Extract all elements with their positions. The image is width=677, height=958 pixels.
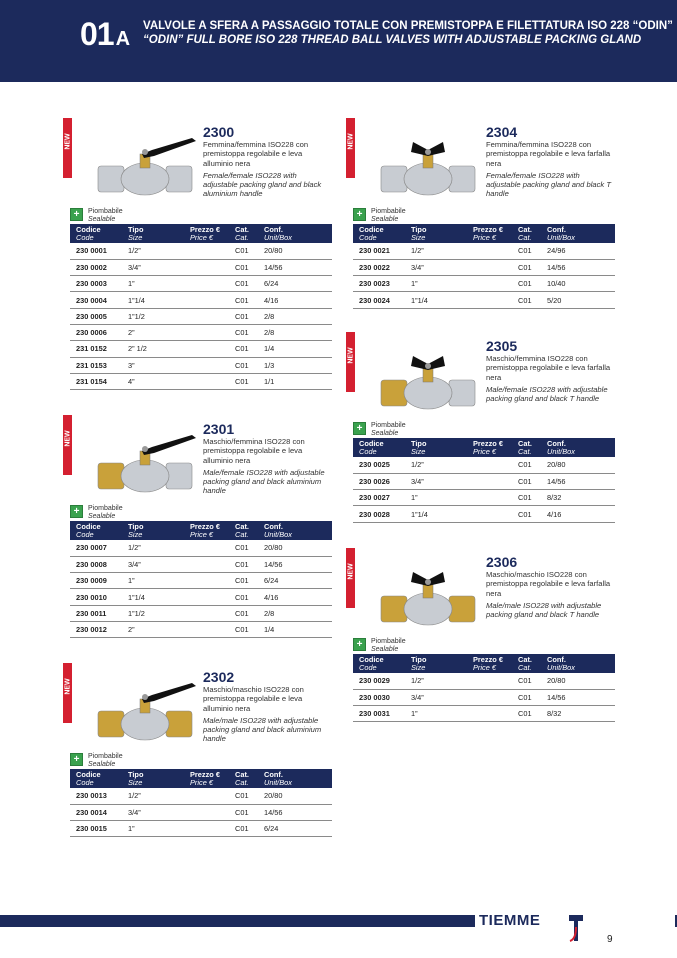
cat-cell: C01	[229, 308, 258, 324]
header-price: Prezzo € Price €	[473, 655, 503, 672]
header-price: Prezzo € Price €	[190, 770, 220, 787]
seal-icon: +	[70, 505, 83, 518]
sealable-note: + Piombabile Sealable	[70, 753, 123, 769]
price-cell	[467, 506, 512, 522]
price-cell	[184, 373, 229, 389]
seal-icon: +	[353, 638, 366, 651]
page-header	[0, 0, 677, 82]
conf-cell: 6/24	[258, 276, 332, 292]
price-cell	[467, 276, 512, 292]
new-tag: NEW	[63, 415, 72, 475]
cat-cell: C01	[512, 673, 541, 689]
header-size: Tipo Size	[128, 225, 144, 242]
header-size: Tipo Size	[411, 439, 427, 456]
code-cell: 230 0008	[70, 556, 122, 572]
description-english: Male/male ISO228 with adjustable packing gland and black T handle	[486, 600, 602, 620]
cat-cell: C01	[512, 243, 541, 259]
conf-cell: 8/32	[541, 490, 615, 506]
size-cell: 1”	[122, 573, 184, 589]
seal-icon: +	[70, 753, 83, 766]
conf-cell: 14/56	[541, 473, 615, 489]
cat-cell: C01	[512, 259, 541, 275]
code-cell: 230 0021	[353, 243, 405, 259]
cat-cell: C01	[512, 457, 541, 473]
price-cell	[184, 821, 229, 837]
header-code: Codice Code	[76, 522, 101, 539]
ball-valve-image	[375, 346, 485, 416]
description-english: Male/female ISO228 with adjustable packing gland and black aluminium handle	[203, 467, 325, 496]
price-cell	[184, 308, 229, 324]
code-cell: 230 0006	[70, 324, 122, 340]
conf-cell: 24/96	[541, 243, 615, 259]
code-cell: 230 0005	[70, 308, 122, 324]
cat-cell: C01	[229, 788, 258, 804]
size-cell: 1”	[405, 276, 467, 292]
table-row	[70, 573, 332, 589]
code-cell: 231 0154	[70, 373, 122, 389]
price-cell	[467, 490, 512, 506]
conf-cell: 1/4	[258, 341, 332, 357]
header-conf: Conf. Unit/Box	[264, 522, 292, 539]
product-block-2305	[347, 332, 615, 523]
table-row	[353, 259, 615, 275]
size-cell: 2”	[122, 324, 184, 340]
cat-cell: C01	[512, 706, 541, 722]
code-cell: 230 0030	[353, 689, 405, 705]
header-cat: Cat. Cat.	[235, 225, 249, 242]
table-row	[70, 621, 332, 637]
price-cell	[184, 243, 229, 259]
code-cell: 230 0027	[353, 490, 405, 506]
size-cell: 1”1/2	[122, 605, 184, 621]
product-description	[203, 685, 331, 744]
cat-cell: C01	[229, 243, 258, 259]
product-number: 2306	[486, 554, 518, 570]
cat-cell: C01	[512, 292, 541, 308]
cat-cell: C01	[229, 373, 258, 389]
cat-cell: C01	[229, 276, 258, 292]
section-number: 01 A	[80, 16, 130, 52]
table-header	[70, 521, 332, 540]
code-cell: 230 0015	[70, 821, 122, 837]
size-cell: 4”	[122, 373, 184, 389]
conf-cell: 14/56	[541, 259, 615, 275]
conf-cell: 8/32	[541, 706, 615, 722]
price-cell	[184, 259, 229, 275]
cat-cell: C01	[229, 804, 258, 820]
header-size: Tipo Size	[128, 770, 144, 787]
price-cell	[184, 292, 229, 308]
sealable-note: + Piombabile Sealable	[70, 505, 123, 521]
cat-cell: C01	[229, 357, 258, 373]
conf-cell: 14/56	[541, 689, 615, 705]
ball-valve-image	[92, 132, 202, 202]
product-description	[203, 140, 331, 199]
header-cat: Cat. Cat.	[518, 439, 532, 456]
code-cell: 230 0012	[70, 621, 122, 637]
conf-cell: 2/8	[258, 605, 332, 621]
ball-valve-image	[375, 562, 485, 632]
price-cell	[467, 673, 512, 689]
conf-cell: 4/16	[258, 292, 332, 308]
code-cell: 230 0001	[70, 243, 122, 259]
conf-cell: 4/16	[258, 589, 332, 605]
code-cell: 230 0002	[70, 259, 122, 275]
code-cell: 230 0009	[70, 573, 122, 589]
code-cell: 230 0026	[353, 473, 405, 489]
size-cell: 1”1/2	[122, 308, 184, 324]
price-cell	[184, 573, 229, 589]
conf-cell: 14/56	[258, 259, 332, 275]
size-cell: 2”	[122, 621, 184, 637]
conf-cell: 2/8	[258, 308, 332, 324]
code-cell: 230 0031	[353, 706, 405, 722]
description-italian: Maschio/femmina ISO228 con premistoppa regolabile e leva farfalla nera	[486, 354, 611, 382]
price-cell	[184, 341, 229, 357]
header-price: Prezzo € Price €	[190, 225, 220, 242]
size-cell: 1”	[405, 490, 467, 506]
table-row	[353, 243, 615, 259]
table-row	[353, 473, 615, 489]
new-tag: NEW	[63, 118, 72, 178]
brand-mark-icon	[567, 913, 585, 943]
ball-valve-image	[92, 429, 202, 499]
table-row	[353, 490, 615, 506]
cat-cell: C01	[229, 259, 258, 275]
description-italian: Maschio/maschio ISO228 con premistoppa regolabile e leva farfalla nera	[486, 570, 611, 598]
code-cell: 230 0004	[70, 292, 122, 308]
code-cell: 230 0028	[353, 506, 405, 522]
size-cell: 1/2”	[405, 457, 467, 473]
table-row	[70, 589, 332, 605]
seal-icon: +	[353, 422, 366, 435]
description-italian: Maschio/maschio ISO228 con premistoppa regolabile e leva alluminio nera	[203, 685, 304, 713]
size-cell: 1”1/4	[122, 589, 184, 605]
code-cell: 230 0022	[353, 259, 405, 275]
price-cell	[184, 540, 229, 556]
header-conf: Conf. Unit/Box	[264, 225, 292, 242]
size-cell: 1/2”	[122, 243, 184, 259]
header-cat: Cat. Cat.	[518, 225, 532, 242]
price-cell	[467, 259, 512, 275]
code-cell: 230 0007	[70, 540, 122, 556]
code-cell: 230 0024	[353, 292, 405, 308]
header-size: Tipo Size	[411, 225, 427, 242]
code-cell: 230 0023	[353, 276, 405, 292]
product-number: 2304	[486, 124, 518, 140]
conf-cell: 2/8	[258, 324, 332, 340]
product-description	[203, 437, 331, 496]
price-cell	[467, 292, 512, 308]
size-cell: 1/2”	[122, 788, 184, 804]
cat-cell: C01	[512, 490, 541, 506]
product-table	[70, 224, 332, 390]
product-description	[486, 570, 614, 619]
size-cell: 3/4”	[122, 259, 184, 275]
conf-cell: 1/1	[258, 373, 332, 389]
table-row	[353, 457, 615, 473]
conf-cell: 14/56	[258, 804, 332, 820]
table-row	[70, 357, 332, 373]
description-english: Female/female ISO228 with adjustable packing gland and black aluminium handle	[203, 170, 322, 199]
product-block-2300	[64, 118, 332, 391]
sealable-note: + Piombabile Sealable	[353, 638, 406, 654]
table-header	[353, 224, 615, 243]
table-row	[353, 706, 615, 722]
header-price: Prezzo € Price €	[190, 522, 220, 539]
price-cell	[184, 589, 229, 605]
conf-cell: 4/16	[541, 506, 615, 522]
header-size: Tipo Size	[411, 655, 427, 672]
cat-cell: C01	[512, 506, 541, 522]
price-cell	[467, 473, 512, 489]
conf-cell: 5/20	[541, 292, 615, 308]
product-table	[353, 438, 615, 523]
header-cat: Cat. Cat.	[518, 655, 532, 672]
product-number: 2305	[486, 338, 518, 354]
table-header	[353, 438, 615, 457]
size-cell: 3/4”	[405, 473, 467, 489]
sealable-note: + Piombabile Sealable	[353, 208, 406, 224]
description-english: Male/female ISO228 with adjustable packing gland and black T handle	[486, 384, 608, 404]
header-cat: Cat. Cat.	[235, 770, 249, 787]
cat-cell: C01	[229, 341, 258, 357]
cat-cell: C01	[512, 473, 541, 489]
cat-cell: C01	[229, 573, 258, 589]
table-row	[70, 243, 332, 259]
table-row	[353, 506, 615, 522]
description-english: Male/male ISO228 with adjustable packing gland and black aluminium handle	[203, 715, 322, 744]
title-english: “ODIN” FULL BORE ISO 228 THREAD BALL VALVES WITH ADJUSTABLE PACKING GLAND	[143, 34, 642, 46]
price-cell	[467, 706, 512, 722]
code-cell: 230 0011	[70, 605, 122, 621]
sealable-note: + Piombabile Sealable	[70, 208, 123, 224]
size-cell: 1”1/4	[405, 292, 467, 308]
description-italian: Maschio/femmina ISO228 con premistoppa regolabile e leva alluminio nera	[203, 437, 305, 465]
price-cell	[184, 556, 229, 572]
product-table	[353, 654, 615, 722]
price-cell	[184, 324, 229, 340]
header-conf: Conf. Unit/Box	[547, 439, 575, 456]
header-code: Codice Code	[76, 225, 101, 242]
table-row	[70, 341, 332, 357]
price-cell	[184, 605, 229, 621]
header-conf: Conf. Unit/Box	[547, 655, 575, 672]
table-header	[70, 224, 332, 243]
header-price: Prezzo € Price €	[473, 225, 503, 242]
description-italian: Femmina/femmina ISO228 con premistoppa regolabile e leva alluminio nera	[203, 140, 309, 168]
description-english: Female/female ISO228 with adjustable packing gland and black T handle	[486, 170, 611, 199]
size-cell: 1”1/4	[405, 506, 467, 522]
header-size: Tipo Size	[128, 522, 144, 539]
product-number: 2301	[203, 421, 235, 437]
size-cell: 3”	[122, 357, 184, 373]
size-cell: 3/4”	[405, 259, 467, 275]
table-row	[70, 373, 332, 389]
ball-valve-image	[92, 677, 202, 747]
size-cell: 1/2”	[405, 673, 467, 689]
product-number: 2300	[203, 124, 235, 140]
new-tag: NEW	[346, 118, 355, 178]
header-code: Codice Code	[359, 439, 384, 456]
code-cell: 230 0003	[70, 276, 122, 292]
code-cell: 230 0013	[70, 788, 122, 804]
table-row	[353, 673, 615, 689]
price-cell	[184, 621, 229, 637]
seal-icon: +	[353, 208, 366, 221]
code-cell: 230 0029	[353, 673, 405, 689]
header-price: Prezzo € Price €	[473, 439, 503, 456]
product-block-2304	[347, 118, 615, 309]
code-cell: 230 0010	[70, 589, 122, 605]
code-cell: 230 0014	[70, 804, 122, 820]
section-title	[143, 19, 673, 47]
cat-cell: C01	[229, 324, 258, 340]
size-cell: 3/4”	[122, 556, 184, 572]
conf-cell: 20/80	[258, 788, 332, 804]
header-conf: Conf. Unit/Box	[547, 225, 575, 242]
header-conf: Conf. Unit/Box	[264, 770, 292, 787]
page-number: 9	[607, 934, 613, 945]
description-italian: Femmina/femmina ISO228 con premistoppa regolabile e leva farfalla nera	[486, 140, 611, 168]
product-description	[486, 140, 614, 199]
price-cell	[467, 689, 512, 705]
sealable-note: + Piombabile Sealable	[353, 422, 406, 438]
new-tag: NEW	[346, 548, 355, 608]
new-tag: NEW	[63, 663, 72, 723]
size-cell: 1”	[122, 821, 184, 837]
table-row	[70, 324, 332, 340]
price-cell	[184, 276, 229, 292]
conf-cell: 6/24	[258, 573, 332, 589]
table-row	[70, 605, 332, 621]
conf-cell: 1/4	[258, 621, 332, 637]
cat-cell: C01	[229, 540, 258, 556]
code-cell: 230 0025	[353, 457, 405, 473]
price-cell	[467, 457, 512, 473]
table-row	[70, 276, 332, 292]
header-code: Codice Code	[359, 655, 384, 672]
table-header	[70, 769, 332, 788]
table-header	[353, 654, 615, 673]
cat-cell: C01	[229, 821, 258, 837]
product-block-2301	[64, 415, 332, 639]
cat-cell: C01	[229, 556, 258, 572]
header-cat: Cat. Cat.	[235, 522, 249, 539]
product-table	[70, 769, 332, 837]
cat-cell: C01	[229, 605, 258, 621]
header-code: Codice Code	[359, 225, 384, 242]
cat-cell: C01	[229, 589, 258, 605]
product-description	[486, 354, 614, 403]
cat-cell: C01	[512, 689, 541, 705]
cat-cell: C01	[229, 292, 258, 308]
title-italian: VALVOLE A SFERA A PASSAGGIO TOTALE CON PREMISTOPPA E FILETTATURA ISO 228 “ODIN”	[143, 20, 673, 32]
price-cell	[184, 357, 229, 373]
conf-cell: 20/80	[258, 243, 332, 259]
table-row	[70, 556, 332, 572]
table-row	[353, 689, 615, 705]
size-cell: 1”1/4	[122, 292, 184, 308]
table-row	[353, 276, 615, 292]
table-row	[70, 540, 332, 556]
price-cell	[184, 804, 229, 820]
code-cell: 231 0152	[70, 341, 122, 357]
size-cell: 2” 1/2	[122, 341, 184, 357]
size-cell: 1”	[122, 276, 184, 292]
conf-cell: 20/80	[541, 673, 615, 689]
cat-cell: C01	[512, 276, 541, 292]
conf-cell: 1/3	[258, 357, 332, 373]
size-cell: 3/4”	[405, 689, 467, 705]
conf-cell: 20/80	[258, 540, 332, 556]
conf-cell: 14/56	[258, 556, 332, 572]
new-tag: NEW	[346, 332, 355, 392]
seal-icon: +	[70, 208, 83, 221]
brand-logo: TIEMME	[479, 912, 541, 929]
product-table	[353, 224, 615, 309]
size-cell: 1/2”	[122, 540, 184, 556]
product-block-2302	[64, 663, 332, 838]
price-cell	[184, 788, 229, 804]
conf-cell: 20/80	[541, 457, 615, 473]
size-cell: 3/4”	[122, 804, 184, 820]
product-block-2306	[347, 548, 615, 723]
price-cell	[467, 243, 512, 259]
header-code: Codice Code	[76, 770, 101, 787]
conf-cell: 10/40	[541, 276, 615, 292]
table-row	[353, 292, 615, 308]
table-row	[70, 804, 332, 820]
size-cell: 1/2”	[405, 243, 467, 259]
table-row	[70, 788, 332, 804]
table-row	[70, 259, 332, 275]
conf-cell: 6/24	[258, 821, 332, 837]
product-number: 2302	[203, 669, 235, 685]
code-cell: 231 0153	[70, 357, 122, 373]
product-table	[70, 521, 332, 638]
table-row	[70, 821, 332, 837]
table-row	[70, 292, 332, 308]
cat-cell: C01	[229, 621, 258, 637]
ball-valve-image	[375, 132, 485, 202]
size-cell: 1”	[405, 706, 467, 722]
table-row	[70, 308, 332, 324]
